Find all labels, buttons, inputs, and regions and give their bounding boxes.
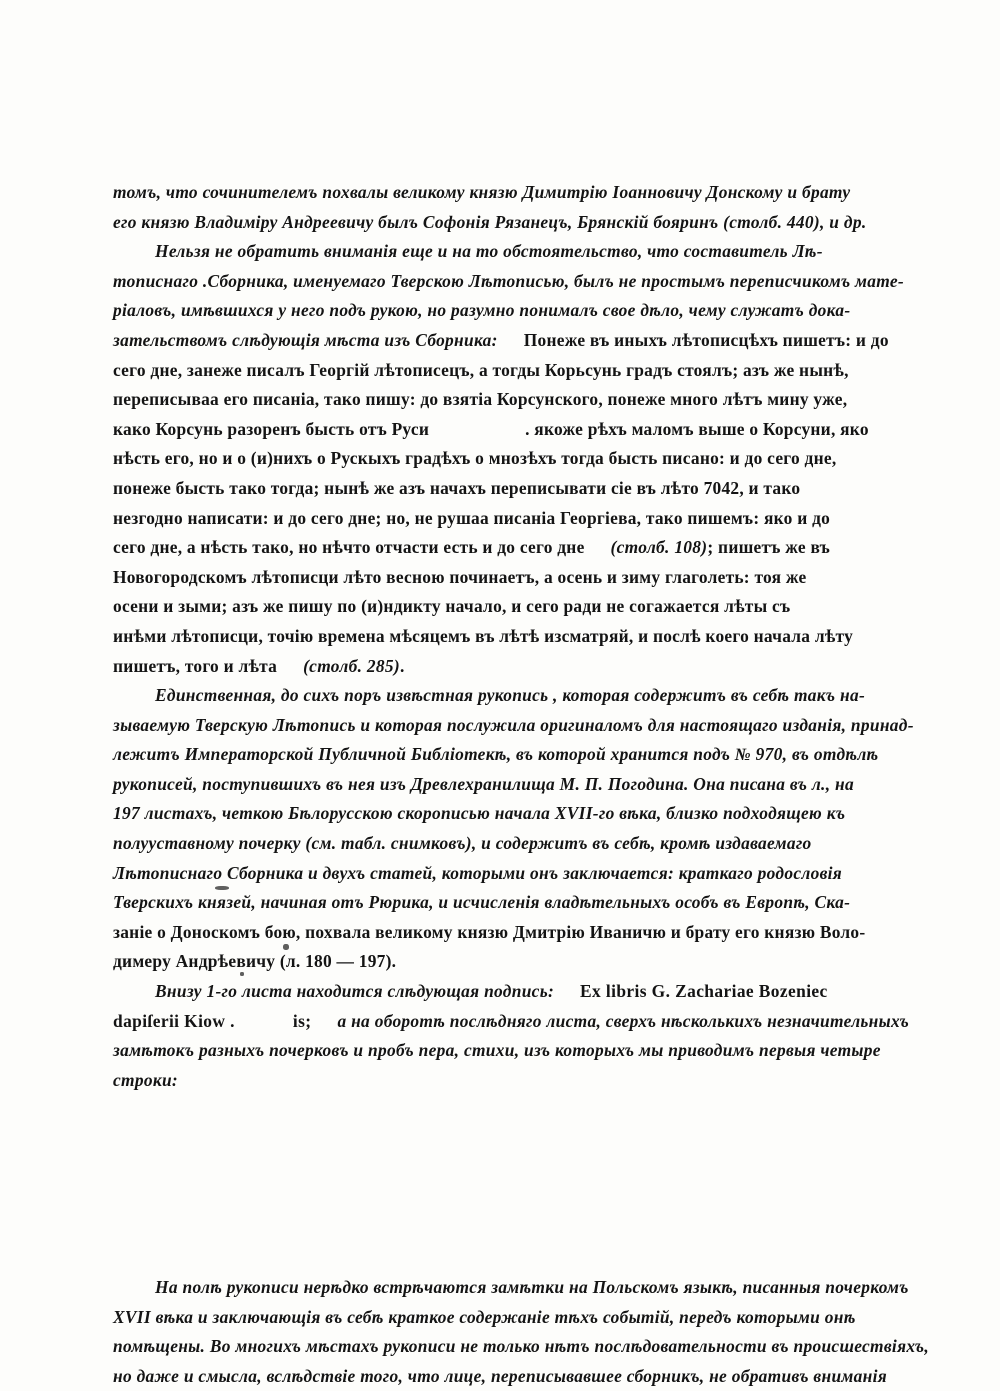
roman-run: Понеже въ иныхъ лѣтописцѣхъ пишетъ: и до [523,329,889,350]
text-line: димеру Андрѣевичу (л. 180 — 197). [113,951,397,972]
text-line: строки: [113,1069,179,1090]
text-line: 197 листахъ, четкою Бѣлорусскою скорописью начала XVII-го вѣка, близко подходящею къ [113,803,846,824]
text-line-with-citation [113,652,887,682]
roman-run: пишетъ, того и лѣта [113,655,278,676]
text-line: инѣми лѣтописци, точію времена мѣсяцемъ въ лѣтѣ изсматряй, и послѣ коего начала лѣту [113,625,854,646]
scan-speck [283,944,289,950]
verse-line [243,1022,843,1052]
verse-block [243,992,843,1110]
text-line: сего дне, занеже писалъ Георгій лѣтописецъ, а тогды Корьсунь градъ стоялъ; азъ же нынѣ, [113,359,849,380]
text-line: замѣтокъ разныхъ почерковъ и пробъ пера, стихи, изъ которыхъ мы приводимъ первыя четыре [113,1040,881,1061]
text-line: зываемую Тверскую Лѣтопись и которая послужила оригиналомъ для настоящаго изданія, принад- [113,714,914,735]
italic-run: Внизу 1-го листа находится слѣдующая подпись: [155,981,555,1002]
verse-line [243,992,843,1022]
scan-speck [215,886,229,890]
text-line-with-lacuna [113,415,887,445]
citation-reference: (столб. 108) [610,537,708,558]
latin-inscription: Ex libris G. Zachariae Bozeniec [580,981,828,1002]
text-line: осени и зыми; азъ же пишу по (и)ндикту начало, и сего ради не согажается лѣты съ [113,596,791,617]
text-line: ріаловъ, имѣвшихся у него подъ рукою, но разумно понималъ свое дѣло, чему служатъ дока- [113,300,851,321]
verse-line [243,1051,843,1081]
blank-line [113,1155,887,1185]
text-line: На полѣ рукописи нерѣдко встрѣчаются замѣтки на Польскомъ языкѣ, писанныя почеркомъ [155,1276,909,1297]
italic-run: а на оборотѣ послѣдняго листа, сверхъ нѣсколькихъ незначительныхъ [337,1010,910,1031]
text-line: Лѣтописнаго Сборника и двухъ статей, которыми онъ заключается: краткаго родословія [113,862,843,883]
text-line-mixed [113,326,887,356]
text-line: томъ, что сочинителемъ похвалы великому князю Димитрію Іоанновичу Донскому и брату [113,182,851,202]
blank-line [113,1125,887,1155]
text-line: Новогородскомъ лѣтописци лѣто весною починаетъ, а осень и зиму глаголеть: тоя же [113,566,807,587]
italic-run: зательствомъ слѣдующія мѣста изъ Сборника: [113,329,498,350]
text-line: нѣсть его, но и о (и)нихъ о Рускыхъ градѣхъ о мнозѣхъ тогда бысть писано: и до сего дне, [113,448,837,469]
page-text-body [113,178,929,1391]
text-line: переписываа его писаніа, тако пишу: до взятіа Корсунского, понеже много лѣтъ мину уже, [113,389,848,410]
text-line: полууставному почерку (см. табл. снимковъ), и содержитъ въ себѣ, кромѣ издаваемаго [113,833,812,854]
citation-reference: (столб. 285) [303,655,400,676]
latin-inscription: dapiſerii Kiow . [113,1010,235,1031]
roman-run: . [399,655,405,676]
text-line: Единственная, до сихъ поръ извѣстная рукопись , которая содержитъ въ себѣ такъ на- [155,685,866,706]
latin-inscription-fragment: is; [292,1010,312,1031]
roman-run: како Корсунь разоренъ бысть отъ Руси [113,418,430,439]
text-line-with-citation [113,533,887,563]
text-line: помѣщены. Во многихъ мѣстахъ рукописи не только нѣтъ послѣдовательности въ происшествіяхъ, [113,1336,929,1357]
blank-line [113,1214,887,1244]
text-line: Тверскихъ князей, начиная отъ Рюрика, и исчисленія владѣтельныхъ особъ въ Европѣ, Ска- [113,892,851,913]
text-line: Нельзя не обратить вниманія еще и на то обстоятельство, что составитель Лѣ- [155,241,823,262]
text-line: тописнаго .Сборника, именуемаго Тверскою Лѣтописью, былъ не простымъ переписчикомъ мате- [113,270,904,291]
roman-run: ; пишетъ же въ [707,537,831,558]
roman-run: . якоже рѣхъ маломъ выше о Корсуни, яко [525,418,869,439]
text-line: но даже и смысла, вслѣдствіе того, что лице, переписывавшее сборникъ, не обративъ вниманія [113,1365,887,1386]
text-line: незгодно написати: и до сего дне; но, не рушаа писаніа Георгіева, тако пишемъ: яко и до [113,507,831,528]
text-line: заніе о Доноскомъ бою, похвала великому князю Дмитрію Иваничю и брату его князю Воло- [113,921,866,942]
verse-line [243,1081,843,1111]
text-line: понеже бысть тако тогда; нынѣ же азъ начахъ переписывати сіе въ лѣто 7042, и тако [113,477,801,498]
blank-line [113,1184,887,1214]
text-line: рукописей, поступившихъ въ нея изъ Древлехранилища М. П. Погодина. Она писана въ л., на [113,773,854,794]
text-line: XVII вѣка и заключающія въ себѣ краткое содержаніе тѣхъ событій, передъ которыми онѣ [113,1306,856,1327]
scan-speck [240,972,244,976]
roman-run: сего дне, а нѣсть тако, но нѣчто отчасти есть и до сего дне [113,537,585,558]
blank-line [113,1243,887,1273]
text-line: лежитъ Императорской Публичной Библіотекѣ, въ которой хранится подъ № 970, въ отдѣлѣ [113,744,879,765]
text-line: его князю Владиміру Андреевичу былъ Софонія Рязанецъ, Брянскій бояринъ (столб. 440), и др. [113,211,867,232]
